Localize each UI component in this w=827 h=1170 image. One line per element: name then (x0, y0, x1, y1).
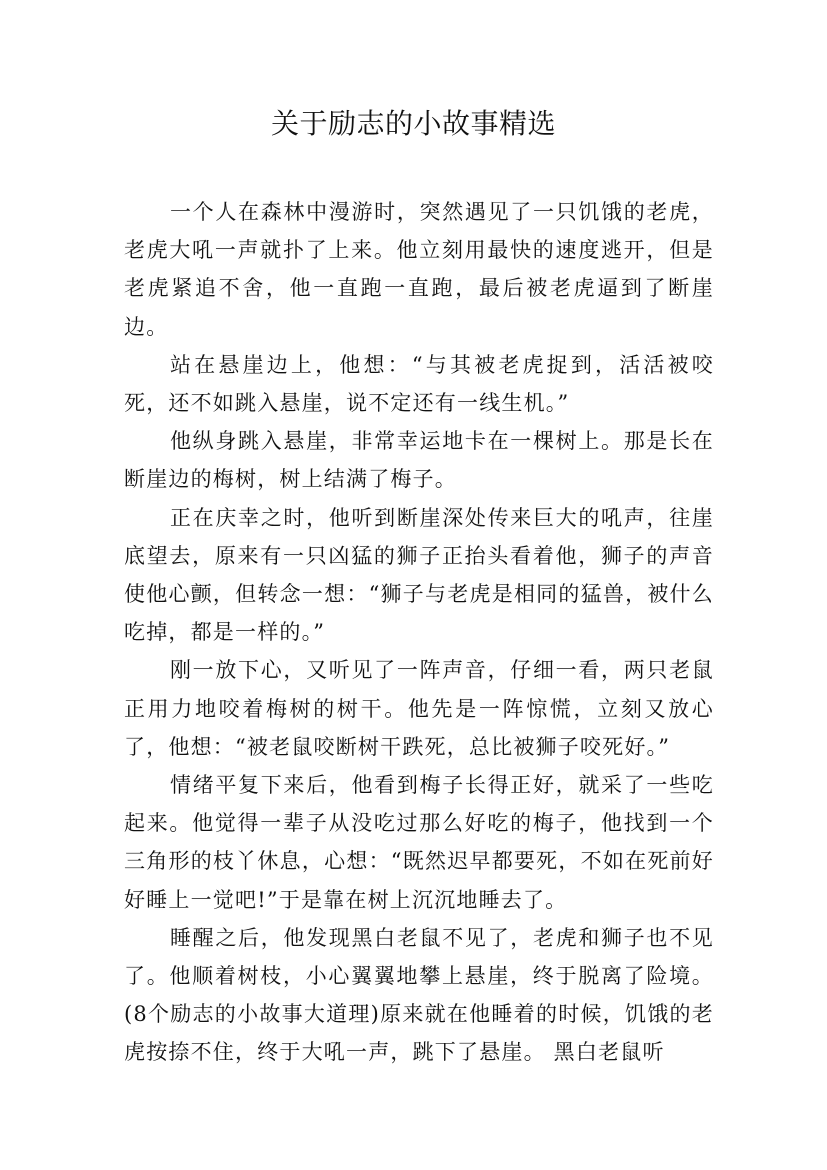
paragraph-3: 他纵身跳入悬崖，非常幸运地卡在一棵树上。那是长在断崖边的梅树，树上结满了梅子。 (124, 429, 714, 492)
paragraph-6: 情绪平复下来后，他看到梅子长得正好，就采了一些吃起来。他觉得一辈子从没吃过那么好吃的梅子，他找到一个三角形的枝丫休息，心想：“既然迟早都要死，不如在死前好好睡上一觉吧!”于是靠在树上沉沉地睡去了。 (124, 773, 714, 912)
paragraph-1: 一个人在森林中漫游时，突然遇见了一只饥饿的老虎，老虎大吼一声就扑了上来。他立刻用最快的速度逃开，但是老虎紧追不舍，他一直跑一直跑，最后被老虎逼到了断崖边。 (124, 200, 714, 339)
paragraph-4: 正在庆幸之时，他听到断崖深处传来巨大的吼声，往崖底望去，原来有一只凶猛的狮子正抬头看着他，狮子的声音使他心颤，但转念一想：“狮子与老虎是相同的猛兽，被什么吃掉，都是一样的。” (124, 505, 714, 645)
paragraph-5: 刚一放下心，又听见了一阵声音，仔细一看，两只老鼠正用力地咬着梅树的树干。他先是一阵惊慌，立刻又放心了，他想：“被老鼠咬断树干跌死，总比被狮子咬死好。” (124, 658, 714, 759)
paragraph-2: 站在悬崖边上，他想：“与其被老虎捉到，活活被咬死，还不如跳入悬崖，说不定还有一线生机。” (124, 352, 714, 416)
paragraph-7: 睡醒之后，他发现黑白老鼠不见了，老虎和狮子也不见了。他顺着树枝，小心翼翼地攀上悬崖，终于脱离了险境。(8个励志的小故事大道理)原来就在他睡着的时候，饥饿的老虎按捺不住，终于大吼一声，跳下了悬崖。 黑白老鼠听 (124, 925, 714, 1065)
document-title: 关于励志的小故事精选 (270, 107, 556, 140)
document-body (124, 193, 714, 1072)
